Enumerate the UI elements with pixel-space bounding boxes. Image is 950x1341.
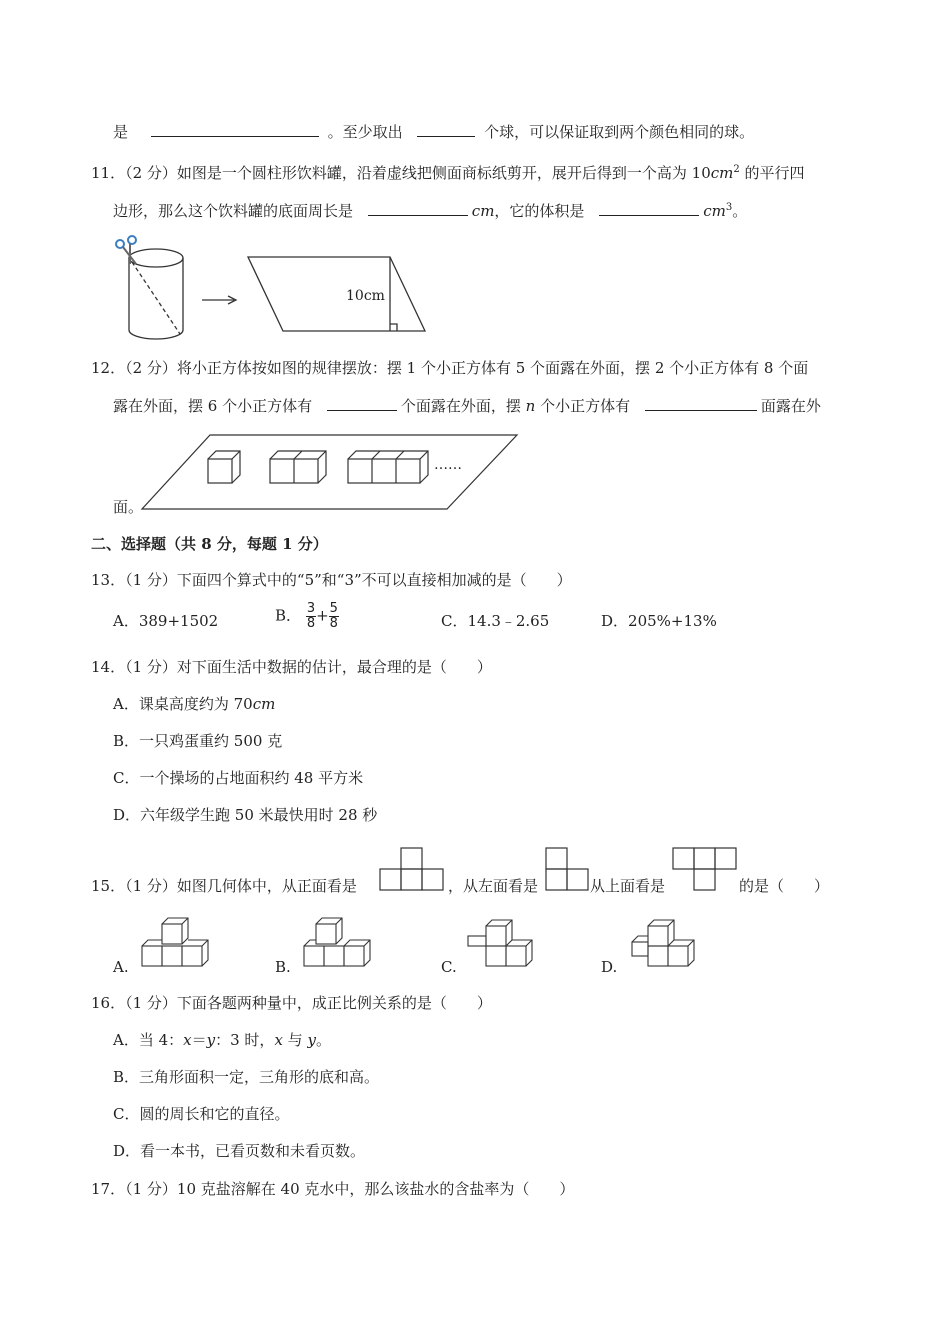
answer-blank[interactable] — [327, 396, 397, 411]
q15-option-d-label[interactable]: D. — [601, 958, 618, 976]
top-view-figure — [673, 846, 739, 892]
fraction: $\frac{5}{8}$ — [329, 601, 338, 631]
q12-figure — [140, 432, 520, 512]
q10-text-mid: 。至少取出 — [327, 123, 403, 141]
q11-figure — [110, 232, 440, 344]
section-title: 二、选择题（共 8 分，每题 1 分） — [91, 535, 328, 553]
height-label: 10cm — [346, 288, 385, 304]
left-view-figure — [546, 846, 590, 892]
answer-blank[interactable] — [417, 122, 475, 137]
q15-option-b-figure[interactable] — [300, 912, 376, 970]
front-view-figure — [380, 846, 446, 892]
cube-group-2 — [270, 451, 326, 483]
q10-tail — [113, 122, 754, 142]
cube-group-3 — [348, 451, 428, 483]
q13-stem: 13．（1 分）下面四个算式中的“5”和“3”不可以直接相加减的是（ ） — [91, 571, 572, 589]
q15-option-a-label[interactable]: A. — [113, 958, 129, 976]
q10-text-pre: 是 — [113, 123, 129, 141]
cube-group-1 — [208, 451, 240, 483]
q16-option-a[interactable]: A．当 4：x＝y：3 时，x 与 y。 — [113, 1031, 331, 1049]
q16-stem: 16．（1 分）下面各题两种量中，成正比例关系的是（ ） — [91, 994, 492, 1012]
arrow-icon — [202, 296, 236, 304]
q14-option-d[interactable]: D．六年级学生跑 50 米最快用时 28 秒 — [113, 806, 378, 824]
q15-option-a-figure[interactable] — [140, 912, 216, 970]
q16-option-b[interactable]: B．三角形面积一定，三角形的底和高。 — [113, 1068, 380, 1086]
q15-stem-d: 的是（ ） — [739, 877, 830, 895]
q15-option-c-figure[interactable] — [466, 912, 546, 970]
parallelogram-figure — [248, 257, 425, 331]
q13-option-c[interactable]: C．14.3﹣2.65 — [441, 612, 550, 630]
answer-blank[interactable] — [645, 396, 757, 411]
q15-stem-b: ，从左面看是 — [448, 877, 539, 895]
q17-stem: 17．（1 分）10 克盐溶解在 40 克水中，那么该盐水的含盐率为（ ） — [91, 1180, 575, 1198]
q10-text-post: 个球，可以保证取到两个颜色相同的球。 — [484, 123, 755, 141]
q12-line2: 露在外面，摆 6 个小正方体有 个面露在外面，摆 n 个小正方体有 面露在外 — [113, 397, 821, 415]
q16-option-c[interactable]: C．圆的周长和它的直径。 — [113, 1105, 290, 1123]
q15-option-b-label[interactable]: B. — [275, 958, 291, 976]
q15-stem-c: 从上面看是 — [590, 877, 666, 895]
q13-option-a[interactable]: A．389+1502 — [113, 612, 219, 630]
q14-option-b[interactable]: B．一只鸡蛋重约 500 克 — [113, 732, 283, 750]
q13-option-b[interactable]: B． $\frac{3}{8}$ + $\frac{5}{8}$ — [275, 601, 338, 631]
q14-option-a[interactable]: A．课桌高度约为 70cm — [113, 695, 276, 713]
answer-blank[interactable] — [151, 122, 319, 137]
answer-blank[interactable] — [368, 201, 468, 216]
q14-stem: 14．（1 分）对下面生活中数据的估计，最合理的是（ ） — [91, 658, 492, 676]
q12-line1: 12．（2 分）将小正方体按如图的规律摆放：摆 1 个小正方体有 5 个面露在外面，摆 2 个小正方体有 8 个面 — [91, 359, 809, 377]
q15-stem-a: 15．（1 分）如图几何体中，从正面看是 — [91, 877, 357, 895]
q13-option-d[interactable]: D．205%+13% — [601, 612, 717, 630]
answer-blank[interactable] — [599, 201, 699, 216]
cylinder-figure — [129, 249, 183, 339]
q11-line1: 11．（2 分）如图是一个圆柱形饮料罐，沿着虚线把侧面商标纸剪开，展开后得到一个高为 $10cm^2$ 的平行四 — [91, 164, 805, 182]
q14-option-c[interactable]: C．一个操场的占地面积约 48 平方米 — [113, 769, 364, 787]
q16-option-d[interactable]: D．看一本书，已看页数和未看页数。 — [113, 1142, 366, 1160]
fraction: $\frac{3}{8}$ — [306, 601, 316, 631]
q11-line2: 边形，那么这个饮料罐的底面周长是 cm，它的体积是 $cm^3$。 — [113, 202, 748, 220]
scissors-icon — [116, 236, 136, 264]
ellipsis: …… — [434, 457, 462, 473]
q12-line3: 面。 — [113, 498, 144, 516]
q15-option-c-label[interactable]: C. — [441, 958, 457, 976]
q15-option-d-figure[interactable] — [628, 912, 708, 970]
